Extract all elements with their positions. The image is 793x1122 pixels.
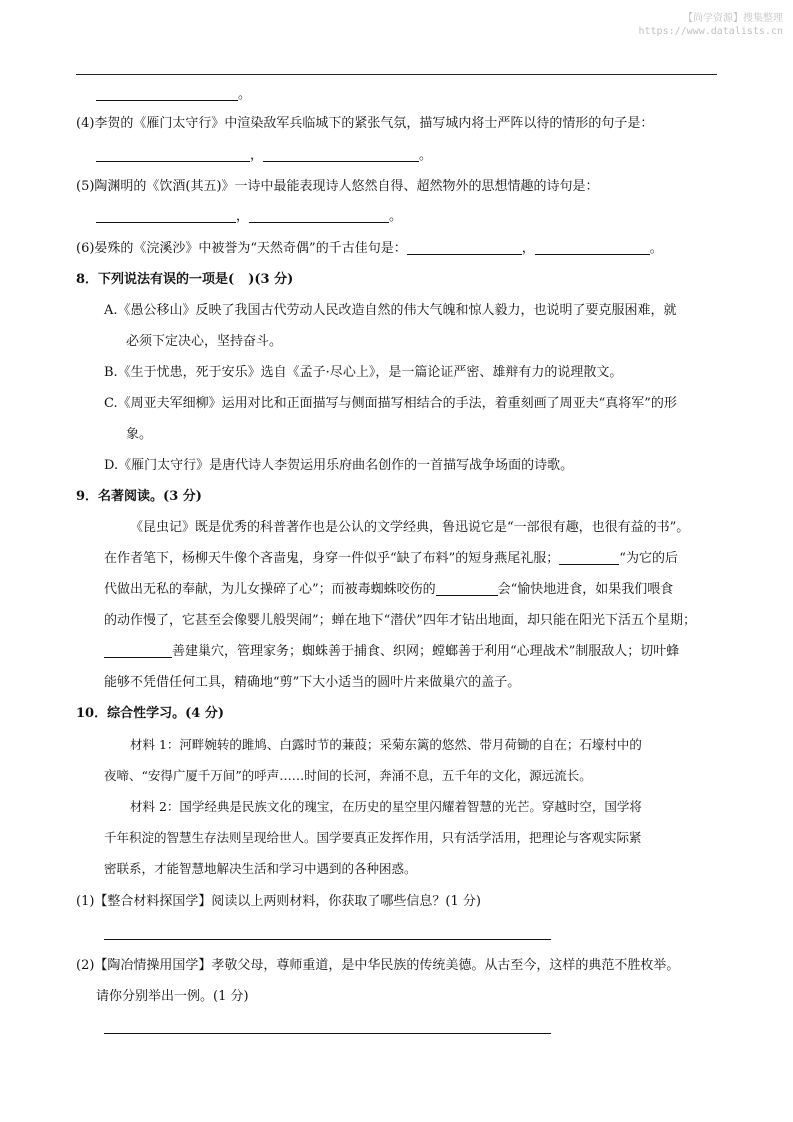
answer-blank[interactable]	[96, 209, 236, 223]
q8-stem: 8．下列说法有误的一项是( )(3 分)	[76, 272, 294, 287]
q10-sub-1-answer-line[interactable]	[104, 939, 551, 940]
watermark	[583, 12, 783, 38]
q9-line-4: 的动作慢了，它甚至会像婴儿般哭闹”；蝉在地下“潜伏”四年才钻出地面，却只能在阳光下活五个星期；	[104, 613, 696, 628]
q7-3-answer-line: 。	[96, 86, 251, 104]
q7-5-answer-line: ， 。	[96, 208, 402, 226]
answer-blank[interactable]	[436, 582, 498, 596]
answer-blank[interactable]	[104, 644, 172, 658]
q10-sub-2-answer-line[interactable]	[104, 1033, 551, 1034]
watermark-url: https://www.datalists.cn	[638, 26, 783, 37]
q8-option-b: B.《生于忧患，死于安乐》选自《孟子·尽心上》，是一篇论证严密、雄辩有力的说理散文。	[104, 365, 623, 380]
q10-material-1: 材料 1：河畔婉转的雎鸠、白露时节的蒹葭；采菊东篱的悠然、带月荷锄的自在；石壕村中的	[130, 737, 642, 752]
q10-material-2: 材料 2：国学经典是民族文化的瑰宝，在历史的星空里闪耀着智慧的光芒。穿越时空，国学将	[130, 799, 642, 814]
q10-material-2-cont: 千年积淀的智慧生存法则呈现给世人。国学要真正发挥作用，只有活学活用，把理论与客观实际紧	[104, 830, 642, 845]
q9-line-6: 能够不凭借任何工具，精确地“剪”下大小适当的圆叶片来做巢穴的盖子。	[104, 675, 521, 690]
answer-blank[interactable]	[263, 148, 419, 162]
q9-line-1: 《昆虫记》既是优秀的科普著作也是公认的文学经典，鲁迅说它是“一部很有趣，也很有益的书”。	[130, 520, 690, 535]
answer-blank[interactable]	[96, 148, 250, 162]
q8-option-a: A.《愚公移山》反映了我国古代劳动人民改造自然的伟大气魄和惊人毅力，也说明了要克服困难，就	[104, 303, 677, 318]
top-rule	[76, 74, 717, 75]
answer-blank[interactable]	[249, 209, 389, 223]
q7-item-4: (4)李贺的《雁门太守行》中渲染敌军兵临城下的紧张气氛，描写城内将士严阵以待的情形的句子是：	[76, 116, 654, 131]
q10-material-2-cont2: 密联系，才能智慧地解决生活和学习中遇到的各种困惑。	[104, 861, 417, 876]
q7-item-5: (5)陶渊明的《饮酒(其五)》一诗中最能表现诗人悠然自得、超然物外的思想情趣的诗句是：	[76, 179, 599, 194]
q8-option-c-cont: 象。	[126, 427, 153, 442]
q8-option-c: C.《周亚夫军细柳》运用对比和正面描写与侧面描写相结合的手法，着重刻画了周亚夫“真将军”的形	[104, 396, 677, 411]
q9-line-5: 善建巢穴，管理家务；蜘蛛善于捕食、织网；螳螂善于利用“心理战术”制服敌人；切叶蜂	[104, 643, 679, 661]
q10-material-1-cont: 夜啼、“安得广厦千万间”的呼声……时间的长河，奔涌不息，五千年的文化，源远流长。	[104, 768, 592, 783]
q7-item-6: (6)晏殊的《浣溪沙》中被誉为“天然奇偶”的千古佳句是： ， 。	[76, 241, 663, 256]
q9-line-2: 在作者笔下，杨柳天牛像个吝啬鬼，身穿一件似乎“缺了布料”的短身燕尾礼服； “为它的后	[104, 551, 678, 566]
q8-option-a-cont: 必须下定决心，坚持奋斗。	[126, 334, 283, 349]
q9-line-3: 代做出无私的奉献，为儿女操碎了心”；而被毒蜘蛛咬伤的 会“愉快地进食，如果我们喂食	[104, 582, 674, 597]
q10-sub-2-cont: 请你分别举出一例。(1 分)	[96, 989, 249, 1004]
watermark-brand: 【尚学资源】搜集整理	[683, 13, 783, 24]
q9-title: 9．名著阅读。(3 分)	[76, 489, 202, 504]
q8-option-d: D.《雁门太守行》是唐代诗人李贺运用乐府曲名创作的一首描写战争场面的诗歌。	[104, 458, 574, 473]
answer-blank[interactable]	[559, 551, 619, 565]
answer-blank[interactable]	[96, 87, 238, 101]
q10-sub-1: (1)【整合材料探国学】阅读以上两则材料，你获取了哪些信息？(1 分)	[76, 894, 481, 909]
answer-blank[interactable]	[407, 241, 522, 255]
q7-4-answer-line: ， 。	[96, 147, 432, 165]
answer-blank[interactable]	[535, 241, 650, 255]
q10-title: 10．综合性学习。(4 分)	[76, 706, 224, 721]
q10-sub-2: (2)【陶冶情操用国学】孝敬父母，尊师重道，是中华民族的传统美德。从古至今，这样的典范不胜枚举。	[76, 958, 680, 973]
